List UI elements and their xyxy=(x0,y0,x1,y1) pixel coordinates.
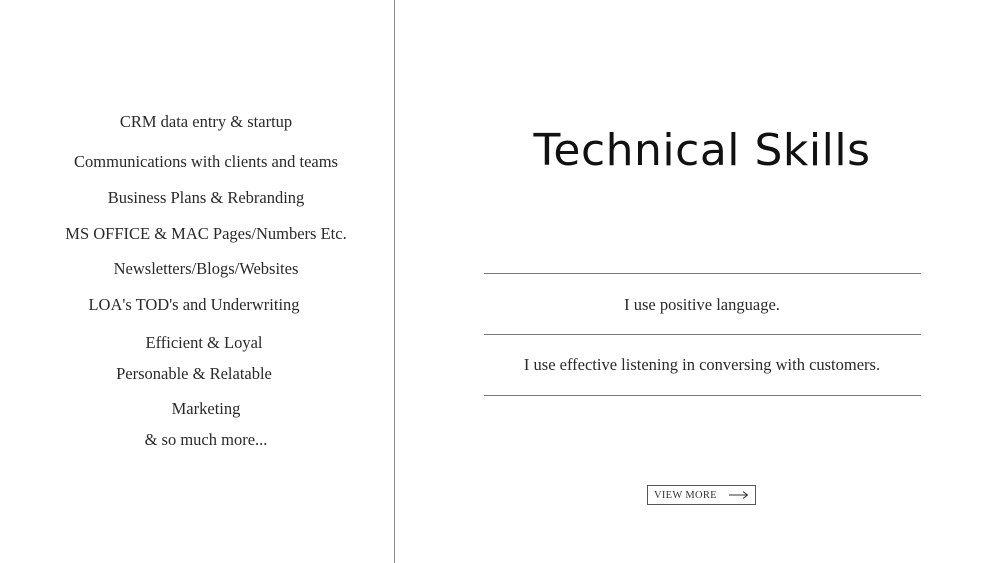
skill-item-communications: Communications with clients and teams xyxy=(74,152,338,171)
skill-item-marketing: Marketing xyxy=(171,399,241,418)
skill-item-crm: CRM data entry & startup xyxy=(119,112,293,131)
skill-item-personable: Personable & Relatable xyxy=(116,364,272,383)
statement-effective-listening: I use effective listening in conversing with customers. xyxy=(523,355,881,374)
divider-rule-middle xyxy=(484,334,921,335)
skill-item-underwriting: LOA's TOD's and Underwriting xyxy=(88,295,300,314)
skill-item-newsletters: Newsletters/Blogs/Websites xyxy=(113,259,299,278)
view-more-button[interactable] xyxy=(647,485,756,505)
skill-item-business-plans: Business Plans & Rebranding xyxy=(107,188,305,207)
arrow-right-icon xyxy=(729,490,749,500)
divider-rule-top xyxy=(484,273,921,274)
skill-item-efficient: Efficient & Loyal xyxy=(145,333,263,352)
column-divider xyxy=(394,0,395,563)
divider-rule-bottom xyxy=(484,395,921,396)
view-more-label: VIEW MORE xyxy=(654,489,717,501)
skill-item-ms-office: MS OFFICE & MAC Pages/Numbers Etc. xyxy=(65,224,347,243)
skill-item-more: & so much more... xyxy=(144,430,268,449)
statement-positive-language: I use positive language. xyxy=(624,295,780,314)
section-title: Technical Skills xyxy=(533,125,871,176)
